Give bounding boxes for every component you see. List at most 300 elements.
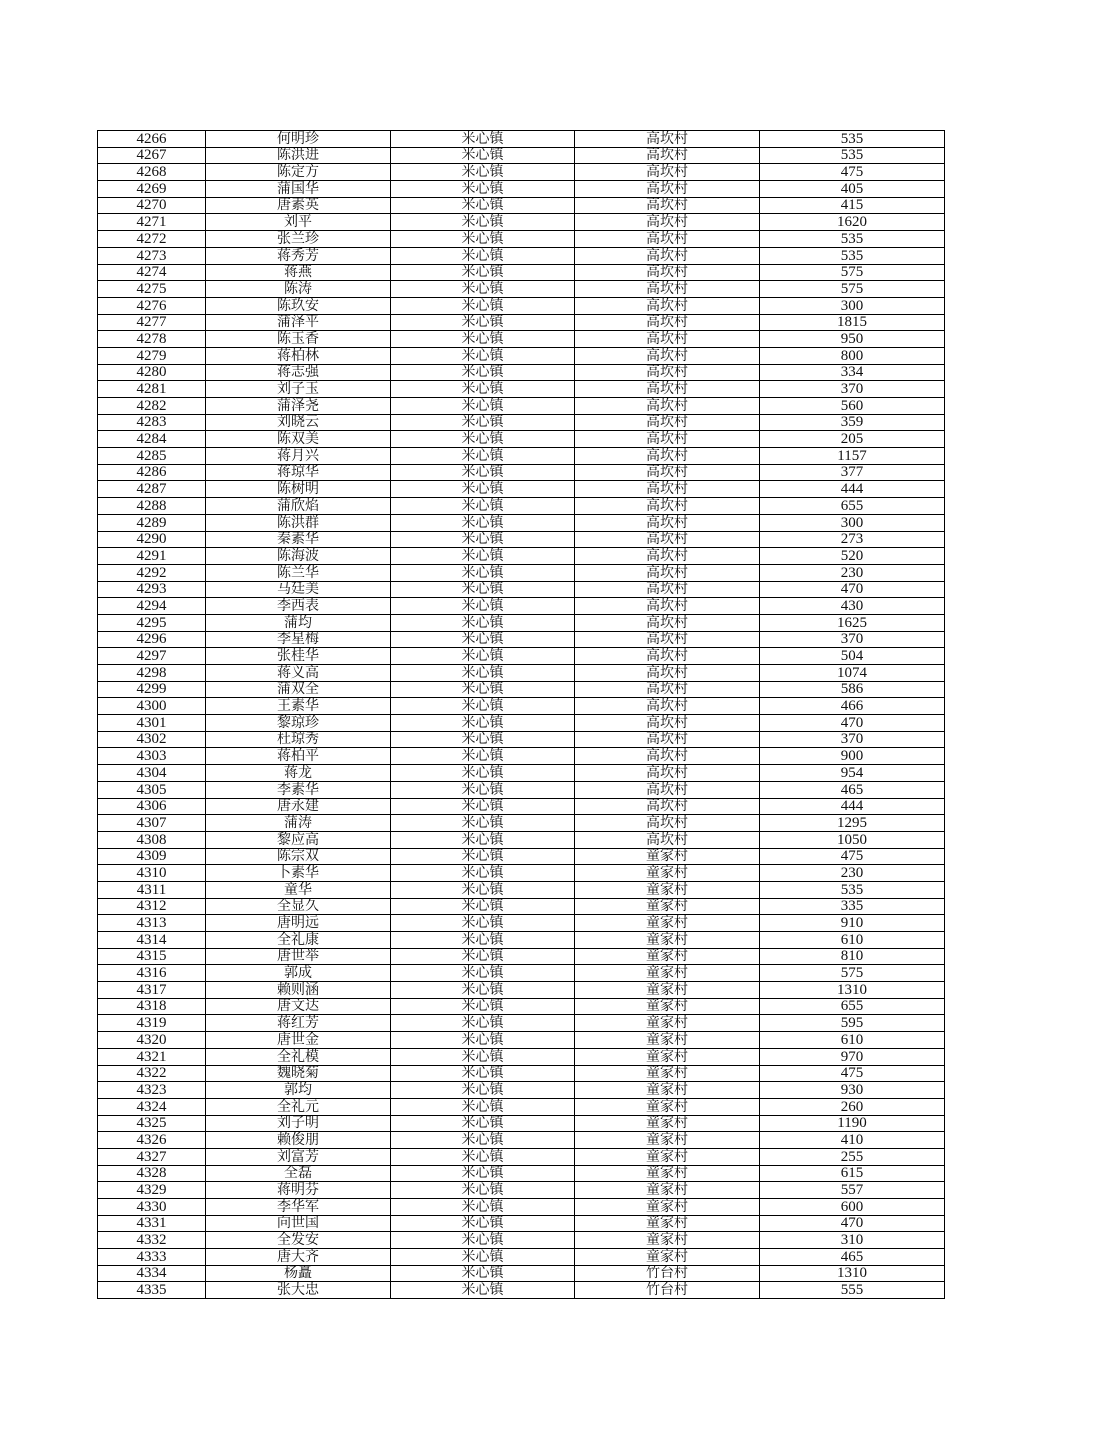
- amount-cell: 430: [760, 598, 945, 615]
- town-cell: 米心镇: [391, 1048, 575, 1065]
- row-number-cell: 4292: [98, 564, 206, 581]
- village-cell: 童家村: [575, 932, 760, 949]
- table-row: [98, 1148, 945, 1165]
- town-cell: 米心镇: [391, 648, 575, 665]
- town-cell: 米心镇: [391, 831, 575, 848]
- village-cell: 高坎村: [575, 464, 760, 481]
- village-cell: 童家村: [575, 1182, 760, 1199]
- name-cell: 唐世举: [206, 948, 391, 965]
- table-row: [98, 281, 945, 298]
- row-number-cell: 4316: [98, 965, 206, 982]
- name-cell: 陈玉香: [206, 331, 391, 348]
- name-cell: 李华军: [206, 1199, 391, 1216]
- village-cell: 高坎村: [575, 548, 760, 565]
- village-cell: 童家村: [575, 1098, 760, 1115]
- village-cell: 高坎村: [575, 281, 760, 298]
- table-row: [98, 965, 945, 982]
- table-row: [98, 881, 945, 898]
- village-cell: 童家村: [575, 865, 760, 882]
- name-cell: 唐世金: [206, 1032, 391, 1049]
- amount-cell: 444: [760, 481, 945, 498]
- row-number-cell: 4299: [98, 681, 206, 698]
- amount-cell: 1310: [760, 1265, 945, 1282]
- row-number-cell: 4283: [98, 414, 206, 431]
- village-cell: 高坎村: [575, 381, 760, 398]
- village-cell: 高坎村: [575, 297, 760, 314]
- table-row: [98, 398, 945, 415]
- row-number-cell: 4319: [98, 1015, 206, 1032]
- village-cell: 高坎村: [575, 331, 760, 348]
- village-cell: 高坎村: [575, 364, 760, 381]
- name-cell: 马廷美: [206, 581, 391, 598]
- name-cell: 蒋志强: [206, 364, 391, 381]
- row-number-cell: 4285: [98, 448, 206, 465]
- name-cell: 刘子明: [206, 1115, 391, 1132]
- name-cell: 陈洪群: [206, 514, 391, 531]
- name-cell: 蒲均: [206, 614, 391, 631]
- table-row: [98, 581, 945, 598]
- data-table: [97, 130, 945, 1299]
- amount-cell: 595: [760, 1015, 945, 1032]
- town-cell: 米心镇: [391, 881, 575, 898]
- table-row: [98, 264, 945, 281]
- town-cell: 米心镇: [391, 665, 575, 682]
- name-cell: 蒲双全: [206, 681, 391, 698]
- town-cell: 米心镇: [391, 464, 575, 481]
- row-number-cell: 4297: [98, 648, 206, 665]
- row-number-cell: 4289: [98, 514, 206, 531]
- row-number-cell: 4331: [98, 1215, 206, 1232]
- name-cell: 陈树明: [206, 481, 391, 498]
- town-cell: 米心镇: [391, 865, 575, 882]
- village-cell: 高坎村: [575, 698, 760, 715]
- row-number-cell: 4334: [98, 1265, 206, 1282]
- row-number-cell: 4274: [98, 264, 206, 281]
- name-cell: 蒋秀芳: [206, 247, 391, 264]
- village-cell: 高坎村: [575, 831, 760, 848]
- town-cell: 米心镇: [391, 448, 575, 465]
- amount-cell: 475: [760, 1065, 945, 1082]
- town-cell: 米心镇: [391, 848, 575, 865]
- row-number-cell: 4279: [98, 347, 206, 364]
- village-cell: 高坎村: [575, 314, 760, 331]
- amount-cell: 535: [760, 131, 945, 148]
- name-cell: 赖则涵: [206, 982, 391, 999]
- amount-cell: 465: [760, 1249, 945, 1266]
- town-cell: 米心镇: [391, 681, 575, 698]
- village-cell: 童家村: [575, 1215, 760, 1232]
- row-number-cell: 4317: [98, 982, 206, 999]
- amount-cell: 475: [760, 848, 945, 865]
- town-cell: 米心镇: [391, 481, 575, 498]
- row-number-cell: 4328: [98, 1165, 206, 1182]
- town-cell: 米心镇: [391, 514, 575, 531]
- name-cell: 陈双美: [206, 431, 391, 448]
- row-number-cell: 4296: [98, 631, 206, 648]
- table-row: [98, 1115, 945, 1132]
- name-cell: 全礼元: [206, 1098, 391, 1115]
- amount-cell: 970: [760, 1048, 945, 1065]
- table-row: [98, 1249, 945, 1266]
- table-row: [98, 982, 945, 999]
- town-cell: 米心镇: [391, 948, 575, 965]
- table-row: [98, 231, 945, 248]
- amount-cell: 300: [760, 514, 945, 531]
- amount-cell: 954: [760, 765, 945, 782]
- row-number-cell: 4300: [98, 698, 206, 715]
- village-cell: 童家村: [575, 1165, 760, 1182]
- village-cell: 高坎村: [575, 247, 760, 264]
- town-cell: 米心镇: [391, 798, 575, 815]
- village-cell: 高坎村: [575, 214, 760, 231]
- village-cell: 高坎村: [575, 581, 760, 598]
- town-cell: 米心镇: [391, 531, 575, 548]
- village-cell: 高坎村: [575, 431, 760, 448]
- town-cell: 米心镇: [391, 1065, 575, 1082]
- name-cell: 李素华: [206, 781, 391, 798]
- amount-cell: 370: [760, 731, 945, 748]
- village-cell: 童家村: [575, 1249, 760, 1266]
- amount-cell: 575: [760, 264, 945, 281]
- table-row: [98, 498, 945, 515]
- town-cell: 米心镇: [391, 1032, 575, 1049]
- table-row: [98, 331, 945, 348]
- table-row: [98, 164, 945, 181]
- table-row: [98, 131, 945, 148]
- village-cell: 高坎村: [575, 264, 760, 281]
- amount-cell: 586: [760, 681, 945, 698]
- row-number-cell: 4278: [98, 331, 206, 348]
- town-cell: 米心镇: [391, 1148, 575, 1165]
- village-cell: 童家村: [575, 1065, 760, 1082]
- town-cell: 米心镇: [391, 1082, 575, 1099]
- table-row: [98, 1098, 945, 1115]
- row-number-cell: 4308: [98, 831, 206, 848]
- town-cell: 米心镇: [391, 264, 575, 281]
- village-cell: 童家村: [575, 1199, 760, 1216]
- amount-cell: 260: [760, 1098, 945, 1115]
- amount-cell: 535: [760, 881, 945, 898]
- village-cell: 高坎村: [575, 398, 760, 415]
- table-row: [98, 631, 945, 648]
- town-cell: 米心镇: [391, 982, 575, 999]
- table-row: [98, 731, 945, 748]
- table-row: [98, 314, 945, 331]
- table-row: [98, 181, 945, 198]
- row-number-cell: 4330: [98, 1199, 206, 1216]
- town-cell: 米心镇: [391, 614, 575, 631]
- row-number-cell: 4323: [98, 1082, 206, 1099]
- table-row: [98, 648, 945, 665]
- village-cell: 童家村: [575, 1148, 760, 1165]
- table-row: [98, 898, 945, 915]
- row-number-cell: 4277: [98, 314, 206, 331]
- name-cell: 郭均: [206, 1082, 391, 1099]
- name-cell: 黎琼珍: [206, 715, 391, 732]
- table-row: [98, 614, 945, 631]
- name-cell: 陈兰华: [206, 564, 391, 581]
- name-cell: 蒋月兴: [206, 448, 391, 465]
- row-number-cell: 4293: [98, 581, 206, 598]
- amount-cell: 615: [760, 1165, 945, 1182]
- amount-cell: 930: [760, 1082, 945, 1099]
- row-number-cell: 4286: [98, 464, 206, 481]
- table-body: [98, 131, 945, 1299]
- name-cell: 陈玖安: [206, 297, 391, 314]
- town-cell: 米心镇: [391, 1199, 575, 1216]
- name-cell: 张桂华: [206, 648, 391, 665]
- table-row: [98, 214, 945, 231]
- row-number-cell: 4294: [98, 598, 206, 615]
- town-cell: 米心镇: [391, 932, 575, 949]
- village-cell: 童家村: [575, 881, 760, 898]
- row-number-cell: 4272: [98, 231, 206, 248]
- village-cell: 童家村: [575, 1082, 760, 1099]
- village-cell: 高坎村: [575, 514, 760, 531]
- name-cell: 秦素华: [206, 531, 391, 548]
- name-cell: 蒋明芬: [206, 1182, 391, 1199]
- row-number-cell: 4275: [98, 281, 206, 298]
- table-row: [98, 915, 945, 932]
- village-cell: 高坎村: [575, 531, 760, 548]
- village-cell: 高坎村: [575, 614, 760, 631]
- amount-cell: 444: [760, 798, 945, 815]
- name-cell: 杜琼秀: [206, 731, 391, 748]
- village-cell: 竹台村: [575, 1265, 760, 1282]
- name-cell: 蒲泽平: [206, 314, 391, 331]
- town-cell: 米心镇: [391, 364, 575, 381]
- row-number-cell: 4271: [98, 214, 206, 231]
- town-cell: 米心镇: [391, 548, 575, 565]
- amount-cell: 1295: [760, 815, 945, 832]
- name-cell: 全显久: [206, 898, 391, 915]
- amount-cell: 205: [760, 431, 945, 448]
- row-number-cell: 4298: [98, 665, 206, 682]
- table-row: [98, 1015, 945, 1032]
- name-cell: 蒲泽尧: [206, 398, 391, 415]
- amount-cell: 465: [760, 781, 945, 798]
- row-number-cell: 4266: [98, 131, 206, 148]
- name-cell: 唐永建: [206, 798, 391, 815]
- table-row: [98, 1282, 945, 1299]
- village-cell: 童家村: [575, 898, 760, 915]
- amount-cell: 1815: [760, 314, 945, 331]
- name-cell: 赖俊朋: [206, 1132, 391, 1149]
- amount-cell: 1310: [760, 982, 945, 999]
- name-cell: 童华: [206, 881, 391, 898]
- amount-cell: 610: [760, 1032, 945, 1049]
- table-row: [98, 1215, 945, 1232]
- town-cell: 米心镇: [391, 898, 575, 915]
- village-cell: 高坎村: [575, 598, 760, 615]
- amount-cell: 334: [760, 364, 945, 381]
- row-number-cell: 4270: [98, 197, 206, 214]
- table-row: [98, 364, 945, 381]
- table-row: [98, 681, 945, 698]
- name-cell: 卜素华: [206, 865, 391, 882]
- amount-cell: 1625: [760, 614, 945, 631]
- town-cell: 米心镇: [391, 498, 575, 515]
- table-row: [98, 464, 945, 481]
- row-number-cell: 4305: [98, 781, 206, 798]
- table-row: [98, 514, 945, 531]
- name-cell: 唐明远: [206, 915, 391, 932]
- table-row: [98, 297, 945, 314]
- village-cell: 高坎村: [575, 748, 760, 765]
- name-cell: 陈洪进: [206, 147, 391, 164]
- name-cell: 郭成: [206, 965, 391, 982]
- town-cell: 米心镇: [391, 1132, 575, 1149]
- amount-cell: 504: [760, 648, 945, 665]
- town-cell: 米心镇: [391, 147, 575, 164]
- name-cell: 蒲国华: [206, 181, 391, 198]
- table-row: [98, 865, 945, 882]
- village-cell: 高坎村: [575, 715, 760, 732]
- row-number-cell: 4273: [98, 247, 206, 264]
- table-row: [98, 247, 945, 264]
- table-row: [98, 1132, 945, 1149]
- village-cell: 童家村: [575, 965, 760, 982]
- town-cell: 米心镇: [391, 1282, 575, 1299]
- amount-cell: 1050: [760, 831, 945, 848]
- town-cell: 米心镇: [391, 1182, 575, 1199]
- name-cell: 何明珍: [206, 131, 391, 148]
- town-cell: 米心镇: [391, 1115, 575, 1132]
- town-cell: 米心镇: [391, 214, 575, 231]
- table-row: [98, 948, 945, 965]
- village-cell: 高坎村: [575, 448, 760, 465]
- town-cell: 米心镇: [391, 1015, 575, 1032]
- amount-cell: 655: [760, 998, 945, 1015]
- village-cell: 高坎村: [575, 181, 760, 198]
- village-cell: 高坎村: [575, 648, 760, 665]
- name-cell: 全礼模: [206, 1048, 391, 1065]
- town-cell: 米心镇: [391, 231, 575, 248]
- village-cell: 童家村: [575, 848, 760, 865]
- town-cell: 米心镇: [391, 715, 575, 732]
- village-cell: 高坎村: [575, 197, 760, 214]
- village-cell: 高坎村: [575, 798, 760, 815]
- name-cell: 陈海波: [206, 548, 391, 565]
- table-row: [98, 1165, 945, 1182]
- town-cell: 米心镇: [391, 915, 575, 932]
- village-cell: 高坎村: [575, 681, 760, 698]
- row-number-cell: 4307: [98, 815, 206, 832]
- table-row: [98, 548, 945, 565]
- name-cell: 陈定方: [206, 164, 391, 181]
- town-cell: 米心镇: [391, 781, 575, 798]
- village-cell: 高坎村: [575, 765, 760, 782]
- town-cell: 米心镇: [391, 1232, 575, 1249]
- amount-cell: 475: [760, 164, 945, 181]
- name-cell: 张兰珍: [206, 231, 391, 248]
- amount-cell: 230: [760, 865, 945, 882]
- village-cell: 高坎村: [575, 347, 760, 364]
- name-cell: 张大忠: [206, 1282, 391, 1299]
- row-number-cell: 4302: [98, 731, 206, 748]
- village-cell: 高坎村: [575, 564, 760, 581]
- village-cell: 童家村: [575, 915, 760, 932]
- row-number-cell: 4284: [98, 431, 206, 448]
- row-number-cell: 4329: [98, 1182, 206, 1199]
- amount-cell: 520: [760, 548, 945, 565]
- name-cell: 全磊: [206, 1165, 391, 1182]
- row-number-cell: 4309: [98, 848, 206, 865]
- row-number-cell: 4310: [98, 865, 206, 882]
- amount-cell: 1190: [760, 1115, 945, 1132]
- row-number-cell: 4281: [98, 381, 206, 398]
- amount-cell: 470: [760, 715, 945, 732]
- village-cell: 童家村: [575, 1115, 760, 1132]
- town-cell: 米心镇: [391, 731, 575, 748]
- row-number-cell: 4282: [98, 398, 206, 415]
- name-cell: 魏晓菊: [206, 1065, 391, 1082]
- amount-cell: 230: [760, 564, 945, 581]
- amount-cell: 405: [760, 181, 945, 198]
- amount-cell: 300: [760, 297, 945, 314]
- amount-cell: 910: [760, 915, 945, 932]
- name-cell: 刘平: [206, 214, 391, 231]
- village-cell: 高坎村: [575, 781, 760, 798]
- row-number-cell: 4306: [98, 798, 206, 815]
- table-row: [98, 564, 945, 581]
- name-cell: 蒋柏林: [206, 347, 391, 364]
- village-cell: 高坎村: [575, 131, 760, 148]
- town-cell: 米心镇: [391, 598, 575, 615]
- amount-cell: 410: [760, 1132, 945, 1149]
- town-cell: 米心镇: [391, 414, 575, 431]
- amount-cell: 800: [760, 347, 945, 364]
- amount-cell: 359: [760, 414, 945, 431]
- village-cell: 童家村: [575, 982, 760, 999]
- amount-cell: 466: [760, 698, 945, 715]
- amount-cell: 560: [760, 398, 945, 415]
- table-row: [98, 848, 945, 865]
- village-cell: 高坎村: [575, 665, 760, 682]
- row-number-cell: 4332: [98, 1232, 206, 1249]
- row-number-cell: 4267: [98, 147, 206, 164]
- amount-cell: 1074: [760, 665, 945, 682]
- town-cell: 米心镇: [391, 431, 575, 448]
- row-number-cell: 4314: [98, 932, 206, 949]
- amount-cell: 610: [760, 932, 945, 949]
- amount-cell: 555: [760, 1282, 945, 1299]
- row-number-cell: 4312: [98, 898, 206, 915]
- name-cell: 全发安: [206, 1232, 391, 1249]
- village-cell: 童家村: [575, 1032, 760, 1049]
- amount-cell: 273: [760, 531, 945, 548]
- amount-cell: 535: [760, 147, 945, 164]
- name-cell: 陈涛: [206, 281, 391, 298]
- table-row: [98, 932, 945, 949]
- name-cell: 蒋龙: [206, 765, 391, 782]
- table-row: [98, 831, 945, 848]
- town-cell: 米心镇: [391, 314, 575, 331]
- name-cell: 李星梅: [206, 631, 391, 648]
- row-number-cell: 4315: [98, 948, 206, 965]
- town-cell: 米心镇: [391, 1098, 575, 1115]
- amount-cell: 575: [760, 281, 945, 298]
- table-row: [98, 665, 945, 682]
- amount-cell: 575: [760, 965, 945, 982]
- row-number-cell: 4291: [98, 548, 206, 565]
- town-cell: 米心镇: [391, 1249, 575, 1266]
- town-cell: 米心镇: [391, 181, 575, 198]
- amount-cell: 470: [760, 1215, 945, 1232]
- town-cell: 米心镇: [391, 131, 575, 148]
- amount-cell: 900: [760, 748, 945, 765]
- table-row: [98, 1232, 945, 1249]
